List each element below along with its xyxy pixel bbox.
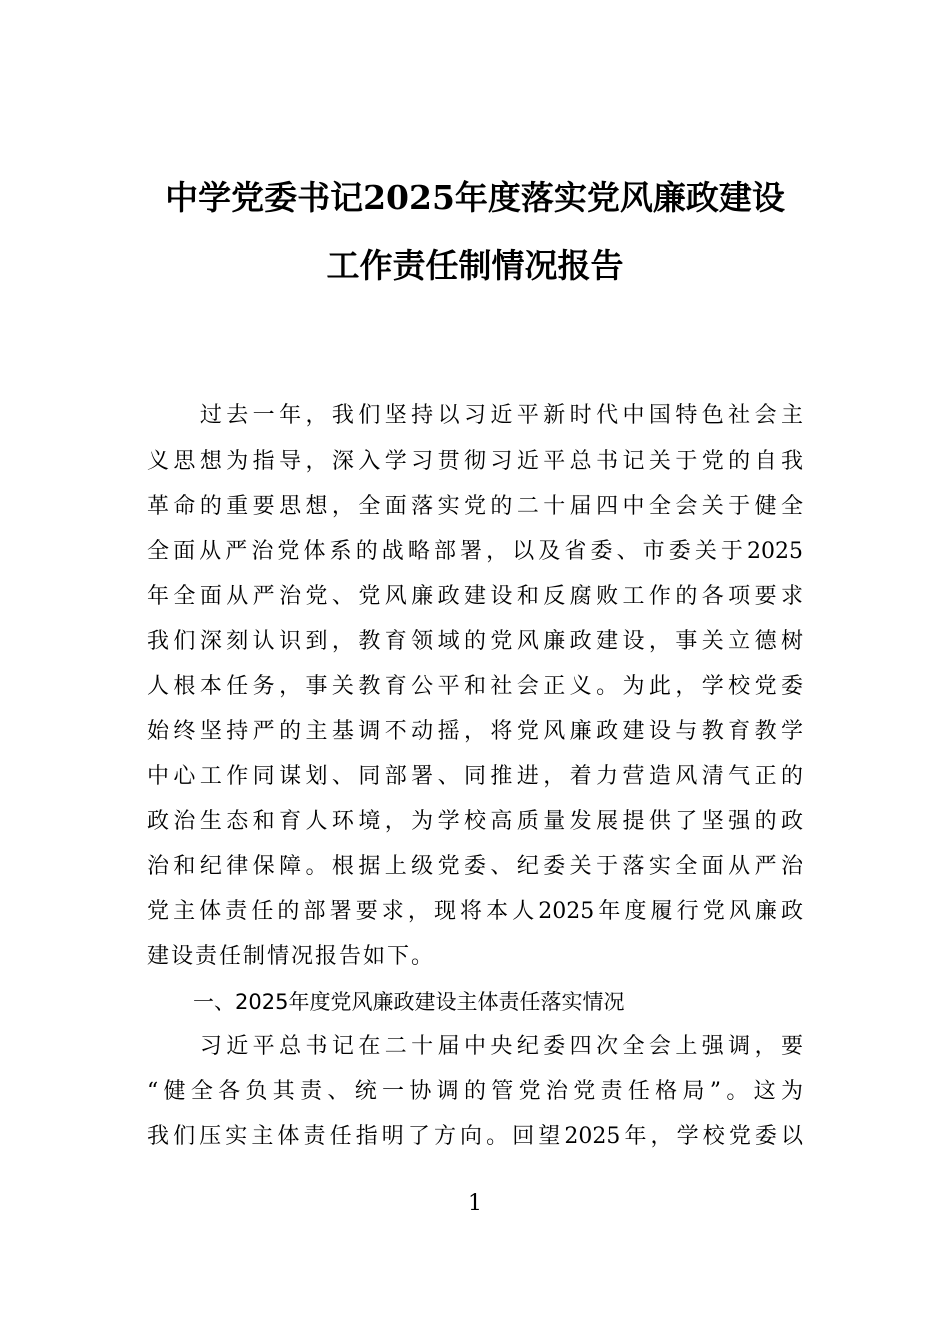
paragraph-2-line: 习近平总书记在二十届中央纪委四次全会上强调，要 bbox=[147, 1034, 803, 1059]
paragraph-1-line: 治和纪律保障。根据上级党委、纪委关于落实全面从严治 bbox=[147, 854, 803, 879]
paragraph-1-line: 全面从严治党体系的战略部署，以及省委、市委关于2025 bbox=[147, 539, 803, 564]
paragraph-1-line: 始终坚持严的主基调不动摇，将党风廉政建设与教育教学 bbox=[147, 719, 803, 744]
paragraph-1-line: 政治生态和育人环境，为学校高质量发展提供了坚强的政 bbox=[147, 809, 803, 834]
page-number: 1 bbox=[468, 1191, 482, 1216]
paragraph-1-line: 革命的重要思想，全面落实党的二十届四中全会关于健全 bbox=[147, 494, 803, 519]
section-heading: 一、2025年度党风廉政建设主体责任落实情况 bbox=[193, 990, 625, 1014]
paragraph-1-line: 我们深刻认识到，教育领域的党风廉政建设，事关立德树 bbox=[147, 629, 803, 654]
paragraph-1-line: 中心工作同谋划、同部署、同推进，着力营造风清气正的 bbox=[147, 764, 803, 789]
paragraph-1-line: 建设责任制情况报告如下。 bbox=[147, 944, 436, 969]
paragraph-2-line: “健全各负其责、统一协调的管党治党责任格局”。这为 bbox=[147, 1079, 803, 1104]
document-title-line-1: 中学党委书记2025年度落实党风廉政建设 bbox=[165, 178, 785, 217]
paragraph-2-line: 我们压实主体责任指明了方向。回望2025年，学校党委以 bbox=[147, 1124, 803, 1149]
paragraph-1-line: 过去一年，我们坚持以习近平新时代中国特色社会主 bbox=[147, 403, 803, 428]
paragraph-1-line: 人根本任务，事关教育公平和社会正义。为此，学校党委 bbox=[147, 674, 803, 699]
paragraph-1-line: 党主体责任的部署要求，现将本人2025年度履行党风廉政 bbox=[147, 899, 803, 924]
paragraph-1-line: 年全面从严治党、党风廉政建设和反腐败工作的各项要求 bbox=[147, 584, 803, 609]
paragraph-1-line: 义思想为指导，深入学习贯彻习近平总书记关于党的自我 bbox=[147, 449, 803, 474]
document-title-line-2: 工作责任制情况报告 bbox=[326, 246, 624, 285]
